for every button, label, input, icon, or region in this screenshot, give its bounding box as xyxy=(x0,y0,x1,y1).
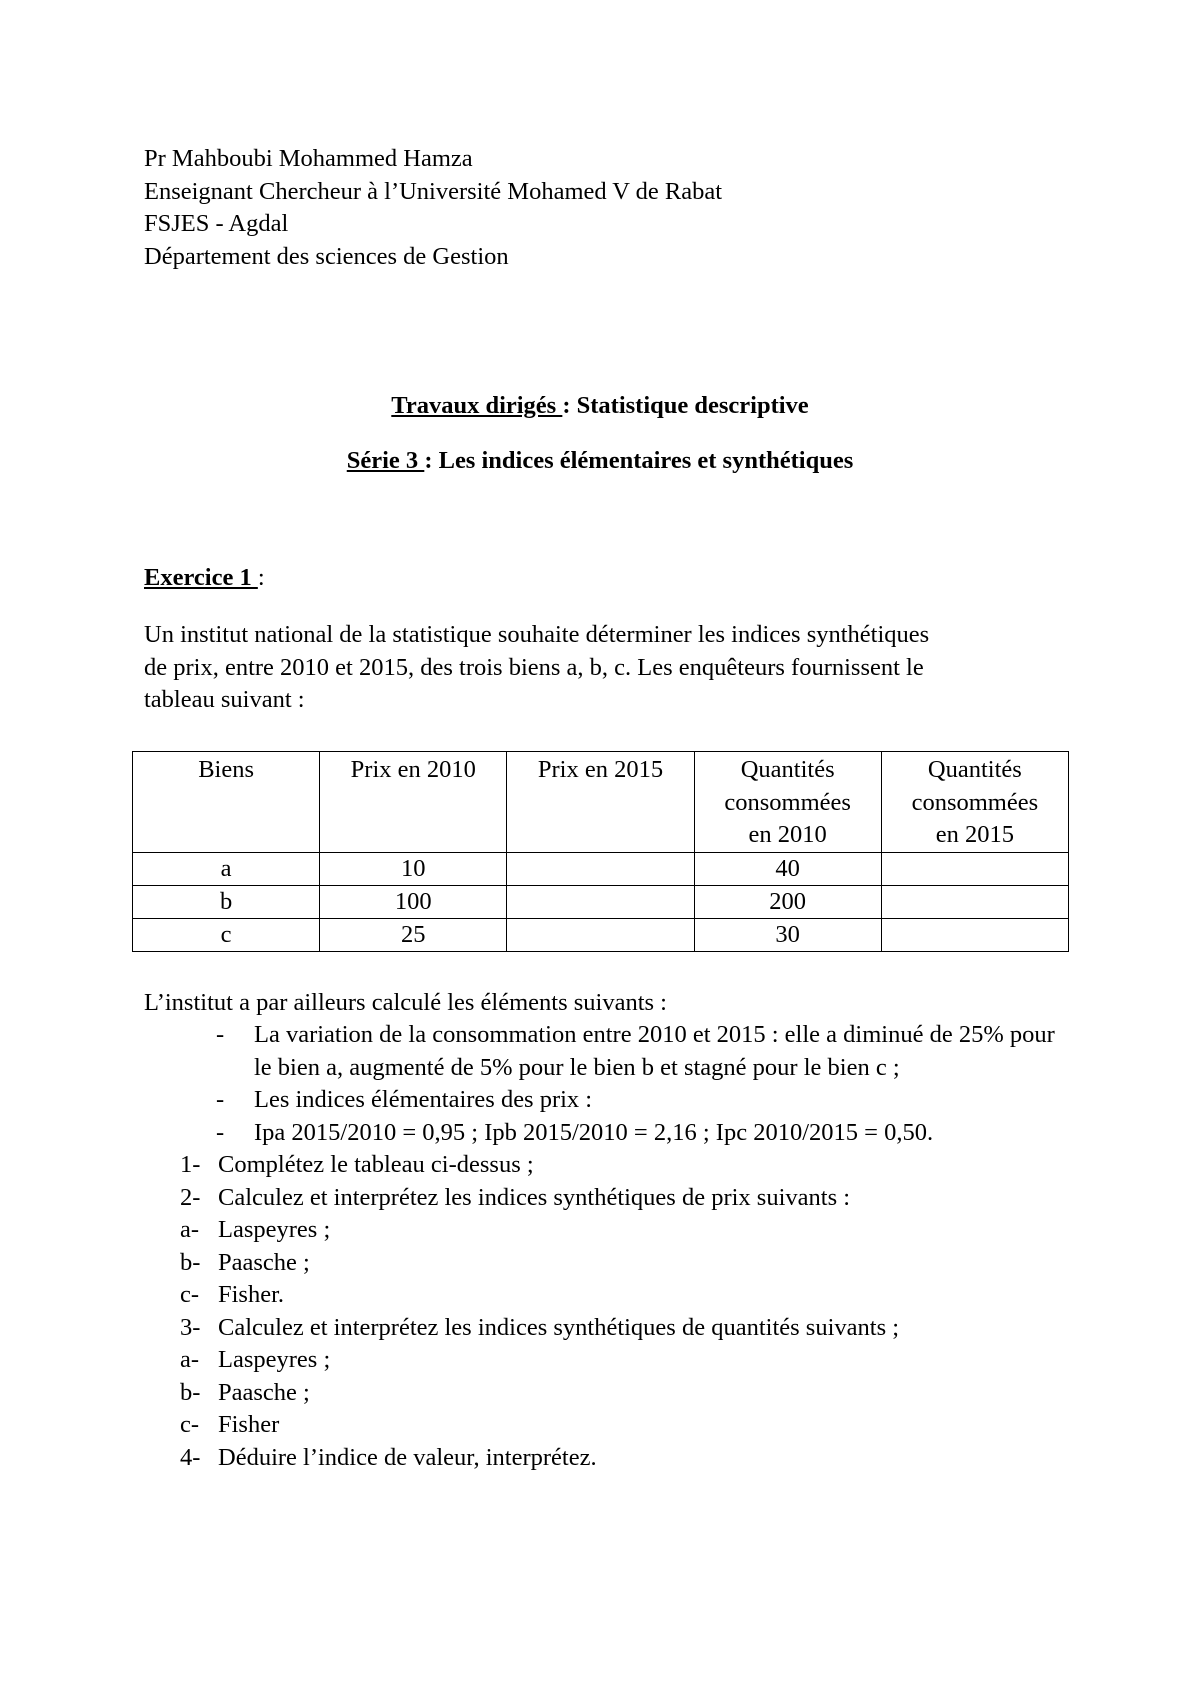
question-text: Paasche ; xyxy=(218,1378,310,1406)
table-cell: b xyxy=(133,886,320,919)
table-row xyxy=(133,853,1069,886)
table-row xyxy=(133,886,1069,919)
author-name: Pr Mahboubi Mohammed Hamza xyxy=(144,145,473,172)
list-item xyxy=(180,1214,899,1247)
data-table xyxy=(132,751,1069,952)
after-table-text: L’institut a par ailleurs calculé les éléments suivants : xyxy=(144,989,667,1016)
header-cell-quantites-2015: Quantités consommées en 2015 xyxy=(881,752,1068,853)
bullet-text: Les indices élémentaires des prix : xyxy=(254,1086,593,1113)
question-number: 4- xyxy=(180,1443,201,1471)
department: Département des sciences de Gestion xyxy=(144,242,509,270)
title-rest: : Statistique descriptive xyxy=(562,392,809,419)
exercise-intro xyxy=(144,619,1074,717)
list-item xyxy=(180,1279,899,1312)
bullet-list xyxy=(216,1019,1076,1149)
bullet-text: Ipa 2015/2010 = 0,95 ; Ipb 2015/2010 = 2,16 ; Ipc 2010/2015 = 0,50. xyxy=(254,1118,934,1146)
table-cell: 100 xyxy=(320,886,507,919)
document-title xyxy=(0,392,1200,420)
list-item xyxy=(180,1442,899,1475)
exercise-label: Exercice 1 xyxy=(144,564,258,591)
table-cell xyxy=(881,886,1068,919)
bullet-dash: - xyxy=(216,1086,225,1113)
bullet-text: La variation de la consommation entre 2010 et 2015 : elle a diminué de 25% pour le bien a, augmenté de 5% pour le bien b et stagné pour le bien c ; xyxy=(254,1021,1055,1081)
question-number: b- xyxy=(180,1248,201,1276)
header-cell-biens: Biens xyxy=(133,752,320,853)
table-cell xyxy=(507,853,694,886)
question-number: b- xyxy=(180,1378,201,1406)
faculty: FSJES - Agdal xyxy=(144,210,289,237)
series-title xyxy=(0,447,1200,475)
list-item xyxy=(180,1409,899,1442)
list-item xyxy=(180,1312,899,1345)
question-text: Laspeyres ; xyxy=(218,1216,331,1243)
question-text: Déduire l’indice de valeur, interprétez. xyxy=(218,1443,597,1471)
list-item xyxy=(180,1344,899,1377)
author-header xyxy=(144,143,722,273)
bullet-dash: - xyxy=(216,1021,225,1048)
list-item xyxy=(180,1182,899,1215)
question-number: 1- xyxy=(180,1151,201,1178)
author-position: Enseignant Chercheur à l’Université Mohamed V de Rabat xyxy=(144,177,723,205)
list-item xyxy=(180,1149,899,1182)
question-number: a- xyxy=(180,1346,200,1373)
series-underlined: Série 3 xyxy=(346,447,425,474)
intro-line: de prix, entre 2010 et 2015, des trois biens a, b, c. Les enquêteurs fournissent le xyxy=(144,653,924,681)
table-row xyxy=(133,919,1069,952)
title-underlined: Travaux dirigés xyxy=(391,392,563,419)
exercise-colon: : xyxy=(257,564,265,591)
table-cell: 30 xyxy=(694,919,881,952)
list-item xyxy=(216,1117,1076,1150)
list-item xyxy=(180,1377,899,1410)
question-list xyxy=(180,1149,899,1474)
question-number: 2- xyxy=(180,1183,201,1211)
bullet-dash: - xyxy=(216,1118,225,1146)
series-rest: : Les indices élémentaires et synthétiques xyxy=(424,447,854,474)
question-number: c- xyxy=(180,1281,200,1308)
question-number: a- xyxy=(180,1216,200,1243)
table-cell: 200 xyxy=(694,886,881,919)
header-cell-quantites-2010: Quantités consommées en 2010 xyxy=(694,752,881,853)
question-text: Laspeyres ; xyxy=(218,1346,331,1373)
table-cell xyxy=(881,919,1068,952)
intro-line: tableau suivant : xyxy=(144,686,305,713)
table-cell: 40 xyxy=(694,853,881,886)
table-cell xyxy=(507,886,694,919)
table-cell xyxy=(881,853,1068,886)
table-cell: a xyxy=(133,853,320,886)
table-cell xyxy=(507,919,694,952)
header-cell-prix-2015: Prix en 2015 xyxy=(507,752,694,853)
list-item xyxy=(180,1247,899,1280)
table-header-row xyxy=(133,752,1069,853)
question-text: Paasche ; xyxy=(218,1248,310,1276)
question-number: c- xyxy=(180,1411,200,1438)
table-cell: 10 xyxy=(320,853,507,886)
table-cell: 25 xyxy=(320,919,507,952)
header-cell-prix-2010: Prix en 2010 xyxy=(320,752,507,853)
question-text: Calculez et interprétez les indices synthétiques de quantités suivants ; xyxy=(218,1313,900,1341)
table-cell: c xyxy=(133,919,320,952)
question-text: Fisher xyxy=(218,1411,280,1438)
list-item xyxy=(216,1019,1076,1084)
intro-line: Un institut national de la statistique souhaite déterminer les indices synthétiques xyxy=(144,621,930,648)
exercise-heading xyxy=(144,564,265,592)
question-number: 3- xyxy=(180,1313,201,1341)
list-item xyxy=(216,1084,1076,1117)
question-text: Complétez le tableau ci-dessus ; xyxy=(218,1151,534,1178)
question-text: Calculez et interprétez les indices synthétiques de prix suivants : xyxy=(218,1183,851,1211)
question-text: Fisher. xyxy=(218,1281,285,1308)
